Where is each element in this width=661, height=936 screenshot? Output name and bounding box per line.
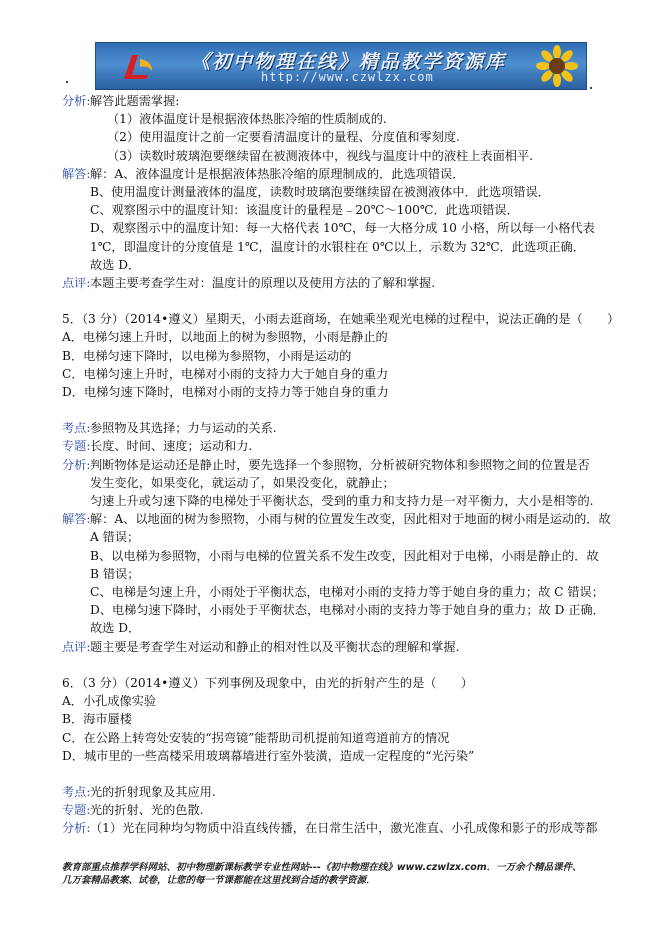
- comment-label: 点评:: [62, 276, 91, 291]
- topic-text: 长度、时间、速度；运动和力.: [90, 439, 253, 454]
- answer-text: 解：A、液体温度计是根据液体热胀冷缩的原理制成的．此选项错误．: [90, 166, 465, 181]
- analysis-text: （1）光在同种均匀物质中沿直线传播，在日常生活中，激光准直、小孔成像和影子的形成等都: [90, 821, 598, 836]
- sunflower-icon: [536, 45, 578, 87]
- answer-line: B 错误；: [90, 566, 140, 581]
- analysis-text: 解答此题需掌握:: [90, 94, 180, 108]
- point-row: [62, 419, 590, 437]
- answer-line: D、观察图示中的温度计知：每一大格代表 10℃，每一大格分成 10 小格，所以每一小格代表: [90, 221, 595, 236]
- header-banner: [95, 42, 587, 90]
- answer-line: B、以电梯为参照物，小雨与电梯的位置关系不发生改变，因此相对于电梯，小雨是静止的．故: [90, 548, 599, 563]
- banner-url[interactable]: http://www.czwlzx.com: [261, 70, 434, 84]
- analysis-row: [62, 819, 598, 837]
- topic-label: 专题:: [62, 803, 91, 818]
- comment-label: 点评:: [62, 639, 91, 654]
- question-stem: 6．（3 分）（2014•遵义）下列事例及现象中，由光的折射产生的是（ ）: [62, 675, 474, 690]
- topic-row: [62, 801, 590, 819]
- analysis-row: [62, 92, 590, 110]
- answer-label: 解答:: [62, 512, 91, 527]
- analysis-label: 分析:: [62, 821, 91, 836]
- option-b: B．电梯匀速下降时，以电梯为参照物，小雨是运动的: [62, 348, 352, 363]
- option-a: A．电梯匀速上升时，以地面上的树为参照物，小雨是静止的: [62, 330, 388, 345]
- answer-row: [62, 510, 611, 528]
- option-b: B．海市蜃楼: [62, 712, 132, 727]
- analysis-line: （3）读数时玻璃泡要继续留在被测液体中，视线与温度计中的液柱上表面相平.: [107, 148, 534, 163]
- analysis-line: （1）液体温度计是根据液体热胀冷缩的性质制成的.: [107, 112, 387, 127]
- point-label: 考点:: [62, 421, 91, 436]
- point-label: 考点:: [62, 784, 91, 799]
- answer-line: B、使用温度计测量液体的温度，读数时玻璃泡要继续留在被测液体中．此选项错误．: [90, 185, 550, 200]
- answer-line: 故选 D．: [90, 257, 141, 272]
- answer-text: 解：A、以地面的树为参照物，小雨与树的位置发生改变，因此相对于地面的树小雨是运动的．故: [90, 512, 611, 527]
- comment-text: 本题主要考查学生对：温度计的原理以及使用方法的了解和掌握.: [90, 276, 436, 291]
- page-mark: [590, 87, 592, 89]
- point-text: 光的折射现象及其应用.: [90, 784, 216, 799]
- point-text: 参照物及其选择；力与运动的关系.: [90, 421, 277, 436]
- site-logo-icon: [118, 49, 158, 83]
- answer-line: 故选 D．: [90, 621, 141, 636]
- topic-row: [62, 437, 590, 455]
- analysis-line: 匀速上升或匀速下降的电梯处于平衡状态，受到的重力和支持力是一对平衡力，大小是相等的.: [90, 494, 594, 509]
- page-footer: [62, 861, 622, 887]
- footer-line: 几万套精品教案、试卷，让您的每一节课都能在这里找到合适的教学资源．: [62, 875, 376, 886]
- comment-row: [62, 274, 590, 292]
- option-d: D．城市里的一些高楼采用玻璃幕墙进行室外装潢，造成一定程度的“光污染”: [62, 748, 475, 763]
- option-a: A．小孔成像实验: [62, 694, 157, 709]
- answer-line: 1℃，即温度计的分度值是 1℃，温度计的水银柱在 0℃以上，示数为 32℃．此选项正确．: [90, 239, 585, 254]
- page-mark: [66, 81, 68, 83]
- question-stem: 5．（3 分）（2014•遵义）星期天，小雨去逛商场，在她乘坐观光电梯的过程中，说法正确的是（ ）: [62, 312, 620, 327]
- comment-row: [62, 638, 590, 656]
- analysis-label: 分析:: [62, 457, 91, 472]
- option-d: D．电梯匀速下降时，电梯对小雨的支持力等于她自身的重力: [62, 385, 389, 400]
- answer-line: A 错误；: [90, 530, 140, 545]
- document-body: [62, 92, 620, 838]
- footer-line: 教育部重点推荐学科网站、初中物理新课标教学专业性网站---《初中物理在线》www.czwlzx.com．一万余个精品课件、: [62, 862, 582, 873]
- analysis-label: 分析:: [62, 94, 91, 108]
- answer-label: 解答:: [62, 166, 91, 181]
- topic-text: 光的折射、光的色散.: [90, 803, 204, 818]
- analysis-line: （2）使用温度计之前一定要看清温度计的量程、分度值和零刻度.: [107, 130, 460, 145]
- topic-label: 专题:: [62, 439, 91, 454]
- point-row: [62, 783, 590, 801]
- option-c: C．电梯匀速上升时，电梯对小雨的支持力大于她自身的重力: [62, 366, 389, 381]
- analysis-row: [62, 456, 590, 474]
- analysis-text: 判断物体是运动还是静止时，要先选择一个参照物，分析被研究物体和参照物之间的位置是否: [90, 457, 590, 472]
- answer-line: C、电梯是匀速上升，小雨处于平衡状态，电梯对小雨的支持力等于她自身的重力；故 C 错误；: [90, 585, 604, 600]
- banner-title: 《初中物理在线》精品教学资源库: [191, 51, 507, 73]
- analysis-line: 发生变化，如果变化，就运动了，如果没变化，就静止；: [90, 475, 395, 490]
- answer-row: [62, 165, 590, 183]
- answer-line: C、观察图示中的温度计知：该温度计的量程是﹣20℃～100℃．此选项错误．: [90, 203, 519, 218]
- comment-text: 题主要是考查学生对运动和静止的相对性以及平衡状态的理解和掌握.: [90, 639, 460, 654]
- answer-line: D、电梯匀速下降时，小雨处于平衡状态，电梯对小雨的支持力等于她自身的重力；故 D 正确．: [90, 603, 605, 618]
- option-c: C．在公路上转弯处安装的“拐弯镜”能帮助司机提前知道弯道前方的情况: [62, 730, 450, 745]
